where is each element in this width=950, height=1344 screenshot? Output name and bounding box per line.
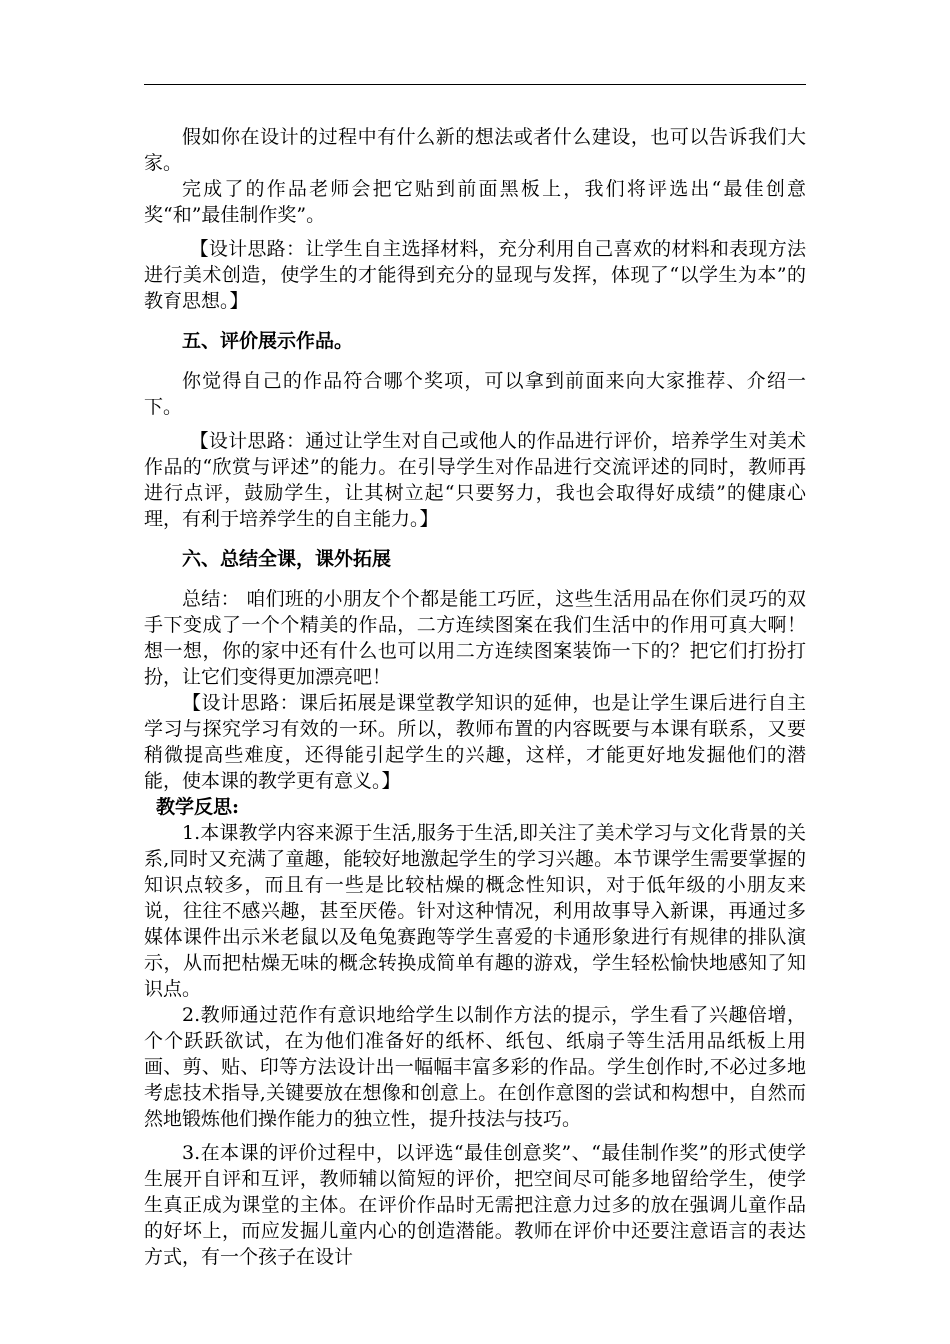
design-note: 【设计思路：课后拓展是课堂教学知识的延伸，也是让学生课后进行自主学习与探究学习有效的一环。所以，教师布置的内容既要与本课有联系，又要稍微提高些难度，还得能引起学生的兴趣，这样，才能更好地发掘他们的潜能，使本课的教学更有意义。】 — [144, 692, 806, 792]
section-heading: 六、总结全课，课外拓展 — [182, 548, 392, 570]
design-note: 【设计思路：通过让学生对自己或他人的作品进行评价，培养学生对美术作品的“欣赏与评述”的能力。在引导学生对作品进行交流评述的同时，教师再进行点评，鼓励学生，让其树立起“只要努力，我也会取得好成绩”的健康心理，有利于培养学生的自主能力。】 — [144, 430, 806, 530]
reflection-paragraph: 2.教师通过范作有意识地给学生以制作方法的提示，学生看了兴趣倍增，个个跃跃欲试，在为他们准备好的纸杯、纸包、纸扇子等生活用品纸板上用画、剪、贴、印等方法设计出一幅幅丰富多彩的作品。学生创作时,不必过多地考虑技术指导,关键要放在想像和创意上。在创作意图的尝试和构想中，自然而然地锻炼他们操作能力的独立性，提升技法与技巧。 — [144, 1004, 806, 1130]
header-rule — [144, 84, 806, 85]
reflection-paragraph: 3.在本课的评价过程中，以评选“最佳创意奖”、“最佳制作奖”的形式使学生展开自评和互评，教师辅以简短的评价，把空间尽可能多地留给学生，使学生真正成为课堂的主体。在评价作品时无需把注意力过多的放在强调儿童作品的好坏上，而应发掘儿童内心的创造潜能。教师在评价中还要注意语言的表达方式，有一个孩子在设计 — [144, 1142, 806, 1268]
paragraph: 完成了的作品老师会把它贴到前面黑板上，我们将评选出“最佳创意奖“和”最佳制作奖”。 — [144, 178, 806, 226]
reflection-heading: 教学反思: — [156, 796, 240, 818]
document-body — [144, 124, 806, 1270]
design-note: 【设计思路：让学生自主选择材料，充分利用自己喜欢的材料和表现方法进行美术创造，使学生的才能得到充分的显现与发挥，体现了“以学生为本”的教育思想。】 — [144, 238, 806, 312]
reflection-paragraph: 1.本课教学内容来源于生活,服务于生活,即关注了美术学习与文化背景的关系,同时又充满了童趣，能较好地激起学生的学习兴趣。本节课学生需要掌握的知识点较多，而且有一些是比较枯燥的概念性知识，对于低年级的小朋友来说，往往不感兴趣，甚至厌倦。针对这种情况，利用故事导入新课，再通过多媒体课件出示米老鼠以及龟兔赛跑等学生喜爱的卡通形象进行有规律的排队演示，从而把枯燥无味的概念转换成简单有趣的游戏，学生轻松愉快地感知了知识点。 — [144, 822, 806, 1000]
paragraph: 假如你在设计的过程中有什么新的想法或者什么建设，也可以告诉我们大家。 — [144, 126, 806, 174]
section-heading: 五、评价展示作品。 — [182, 330, 354, 352]
paragraph: 总结： 咱们班的小朋友个个都是能工巧匠，这些生活用品在你们灵巧的双手下变成了一个个精美的作品，二方连续图案在我们生活中的作用可真大啊！想一想，你的家中还有什么也可以用二方连续图案装饰一下的？把它们打扮打扮，让它们变得更加漂亮吧！ — [144, 588, 806, 688]
paragraph: 你觉得自己的作品符合哪个奖项，可以拿到前面来向大家推荐、介绍一下。 — [144, 370, 806, 418]
